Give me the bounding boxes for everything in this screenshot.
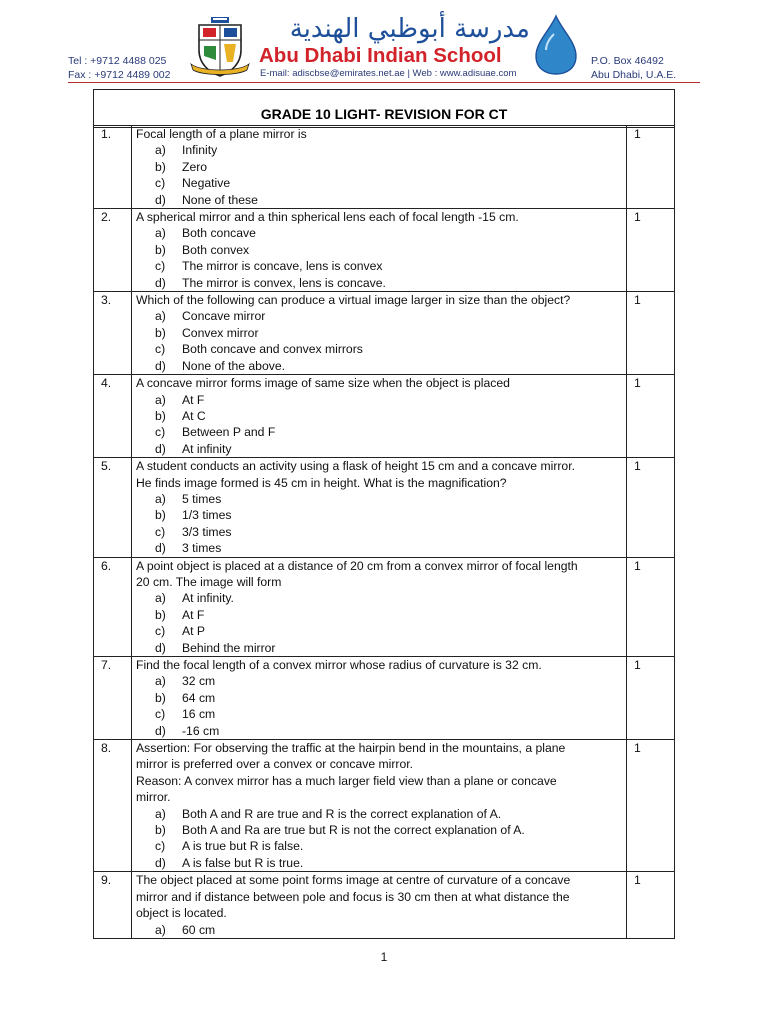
question-row [94, 375, 675, 458]
option-label: d) [155, 275, 166, 290]
address-contact [591, 54, 676, 82]
option-text: Both A and R are true and R is the correct explanation of A. [182, 806, 502, 821]
option-text: Both concave and convex mirrors [182, 342, 363, 357]
question-text: A spherical mirror and a thin spherical lens each of focal length -15 cm. [136, 210, 519, 225]
option-label: b) [155, 690, 166, 705]
option-text: 1/3 times [182, 508, 232, 523]
question-cell [132, 458, 627, 557]
marks-cell: 1 [627, 657, 675, 740]
question-cell [132, 657, 627, 740]
option-label: d) [155, 723, 166, 738]
question-number: 4. [94, 375, 132, 458]
option-text: The mirror is convex, lens is concave. [182, 275, 386, 290]
options-list [136, 225, 622, 291]
marks-cell: 1 [627, 740, 675, 872]
question-text: The object placed at some point forms image at centre of curvature of a concave [136, 873, 571, 888]
option-label: a) [155, 143, 166, 158]
questions-table [93, 125, 675, 939]
option-text: The mirror is concave, lens is convex [182, 259, 383, 274]
question-text: Assertion: For observing the traffic at the hairpin bend in the mountains, a plane [136, 741, 566, 756]
school-crest-icon [187, 16, 253, 78]
option-text: None of these [182, 192, 258, 207]
option-item [136, 524, 622, 540]
question-number: 1. [94, 126, 132, 209]
option-label: b) [155, 508, 166, 523]
option-item [136, 640, 622, 656]
option-item [136, 540, 622, 556]
question-text: A concave mirror forms image of same size when the object is placed [136, 376, 510, 391]
options-list [136, 308, 622, 374]
city-text: Abu Dhabi, U.A.E. [591, 69, 677, 81]
question-text: mirror. [136, 790, 171, 805]
option-item [136, 408, 622, 424]
option-item [136, 491, 622, 507]
title-row [94, 90, 674, 128]
options-list [136, 491, 622, 557]
options-list [136, 673, 622, 739]
option-text: Both convex [182, 242, 250, 257]
option-item [136, 623, 622, 639]
option-label: b) [155, 607, 166, 622]
option-text: At F [182, 392, 205, 407]
option-text: At F [182, 607, 205, 622]
options-list [136, 806, 622, 872]
question-cell [132, 872, 627, 939]
option-text: Negative [182, 176, 231, 191]
option-text: Behind the mirror [182, 640, 276, 655]
question-number: 6. [94, 557, 132, 656]
question-row [94, 872, 675, 939]
option-item [136, 142, 622, 158]
option-label: a) [155, 806, 166, 821]
option-text: 5 times [182, 491, 222, 506]
question-number: 9. [94, 872, 132, 939]
option-label: a) [155, 591, 166, 606]
option-item [136, 192, 622, 208]
question-text: A point object is placed at a distance of 20 cm from a convex mirror of focal length [136, 558, 578, 573]
option-item [136, 607, 622, 623]
question-text: Reason: A convex mirror has a much larger field view than a plane or concave [136, 773, 557, 788]
option-item [136, 325, 622, 341]
option-item [136, 806, 622, 822]
fax-text: Fax : +9712 4489 002 [68, 69, 171, 81]
option-label: a) [155, 922, 166, 937]
option-item [136, 690, 622, 706]
option-text: 16 cm [182, 707, 216, 722]
question-cell [132, 557, 627, 656]
question-row [94, 292, 675, 375]
marks-cell: 1 [627, 292, 675, 375]
letterhead [0, 0, 768, 84]
pobox-text: P.O. Box 46492 [591, 55, 664, 67]
email-web-text: E-mail: adiscbse@emirates.net.ae | Web : www.adisuae.com [260, 68, 517, 79]
option-label: c) [155, 176, 166, 191]
option-label: a) [155, 392, 166, 407]
question-number: 2. [94, 209, 132, 292]
options-list [136, 922, 622, 938]
phone-contact [68, 54, 170, 82]
marks-cell: 1 [627, 126, 675, 209]
option-label: c) [155, 839, 166, 854]
question-row [94, 458, 675, 557]
option-text: 3 times [182, 541, 222, 556]
question-text: object is located. [136, 906, 227, 921]
option-label: b) [155, 325, 166, 340]
marks-cell: 1 [627, 872, 675, 939]
option-text: 60 cm [182, 922, 216, 937]
option-label: c) [155, 524, 166, 539]
question-cell [132, 292, 627, 375]
option-label: d) [155, 541, 166, 556]
option-text: Convex mirror [182, 325, 259, 340]
option-label: d) [155, 640, 166, 655]
option-text: Between P and F [182, 425, 276, 440]
option-label: d) [155, 441, 166, 456]
option-item [136, 242, 622, 258]
option-text: At C [182, 408, 206, 423]
option-text: 64 cm [182, 690, 216, 705]
option-label: b) [155, 159, 166, 174]
option-item [136, 308, 622, 324]
option-label: c) [155, 707, 166, 722]
question-text: Which of the following can produce a virtual image larger in size than the object? [136, 293, 571, 308]
option-item [136, 225, 622, 241]
option-label: b) [155, 408, 166, 423]
option-label: a) [155, 309, 166, 324]
option-text: A is false but R is true. [182, 855, 304, 870]
question-cell [132, 209, 627, 292]
question-row [94, 126, 675, 209]
option-text: At infinity. [182, 591, 234, 606]
marks-cell: 1 [627, 375, 675, 458]
question-number: 7. [94, 657, 132, 740]
option-item [136, 723, 622, 739]
question-text: 20 cm. The image will form [136, 574, 282, 589]
question-cell [132, 126, 627, 209]
option-label: d) [155, 358, 166, 373]
option-label: c) [155, 342, 166, 357]
option-item [136, 441, 622, 457]
options-list [136, 392, 622, 458]
question-text: A student conducts an activity using a flask of height 15 cm and a concave mirror. [136, 459, 575, 474]
question-row [94, 740, 675, 872]
options-list [136, 590, 622, 656]
question-cell [132, 740, 627, 872]
option-label: a) [155, 491, 166, 506]
option-label: c) [155, 259, 166, 274]
option-item [136, 424, 622, 440]
option-text: None of the above. [182, 358, 285, 373]
header-divider [68, 82, 700, 83]
option-text: Both concave [182, 226, 256, 241]
option-text: 32 cm [182, 674, 216, 689]
question-text: mirror and if distance between pole and focus is 30 cm then at what distance the [136, 889, 570, 904]
question-row [94, 657, 675, 740]
tel-text: Tel : +9712 4488 025 [68, 55, 167, 67]
option-label: b) [155, 823, 166, 838]
option-text: -16 cm [182, 723, 220, 738]
option-item [136, 673, 622, 689]
school-arabic-name: مدرسة أبوظبي الهندية [289, 14, 530, 44]
question-row [94, 209, 675, 292]
option-text: 3/3 times [182, 524, 232, 539]
option-text: Both A and Ra are true but R is not the correct explanation of A. [182, 823, 525, 838]
option-text: At infinity [182, 441, 232, 456]
option-label: d) [155, 855, 166, 870]
option-item [136, 358, 622, 374]
option-item [136, 341, 622, 357]
marks-cell: 1 [627, 209, 675, 292]
option-label: a) [155, 674, 166, 689]
option-text: At P [182, 624, 206, 639]
option-item [136, 392, 622, 408]
page-title: GRADE 10 LIGHT- REVISION FOR CT [260, 106, 508, 122]
option-item [136, 175, 622, 191]
option-text: Zero [182, 159, 208, 174]
page-number: 1 [380, 950, 388, 964]
school-name: Abu Dhabi Indian School [259, 44, 502, 67]
option-label: c) [155, 624, 166, 639]
question-row [94, 557, 675, 656]
options-list [136, 142, 622, 208]
question-text: mirror is preferred over a convex or concave mirror. [136, 757, 414, 772]
option-text: Infinity [182, 143, 218, 158]
marks-cell: 1 [627, 458, 675, 557]
option-item [136, 159, 622, 175]
option-item [136, 275, 622, 291]
option-item [136, 258, 622, 274]
question-number: 8. [94, 740, 132, 872]
option-item [136, 590, 622, 606]
question-text: He finds image formed is 45 cm in height. What is the magnification? [136, 475, 507, 490]
option-label: c) [155, 425, 166, 440]
option-item [136, 706, 622, 722]
option-label: a) [155, 226, 166, 241]
option-item [136, 838, 622, 854]
option-item [136, 507, 622, 523]
marks-cell: 1 [627, 557, 675, 656]
question-cell [132, 375, 627, 458]
option-label: b) [155, 242, 166, 257]
option-label: d) [155, 192, 166, 207]
water-drop-logo-icon [532, 14, 580, 76]
option-text: Concave mirror [182, 309, 266, 324]
option-item [136, 855, 622, 871]
question-number: 3. [94, 292, 132, 375]
option-item [136, 922, 622, 938]
option-item [136, 822, 622, 838]
option-text: A is true but R is false. [182, 839, 304, 854]
question-number: 5. [94, 458, 132, 557]
question-text: Find the focal length of a convex mirror whose radius of curvature is 32 cm. [136, 658, 542, 672]
question-text: Focal length of a plane mirror is [136, 127, 307, 141]
